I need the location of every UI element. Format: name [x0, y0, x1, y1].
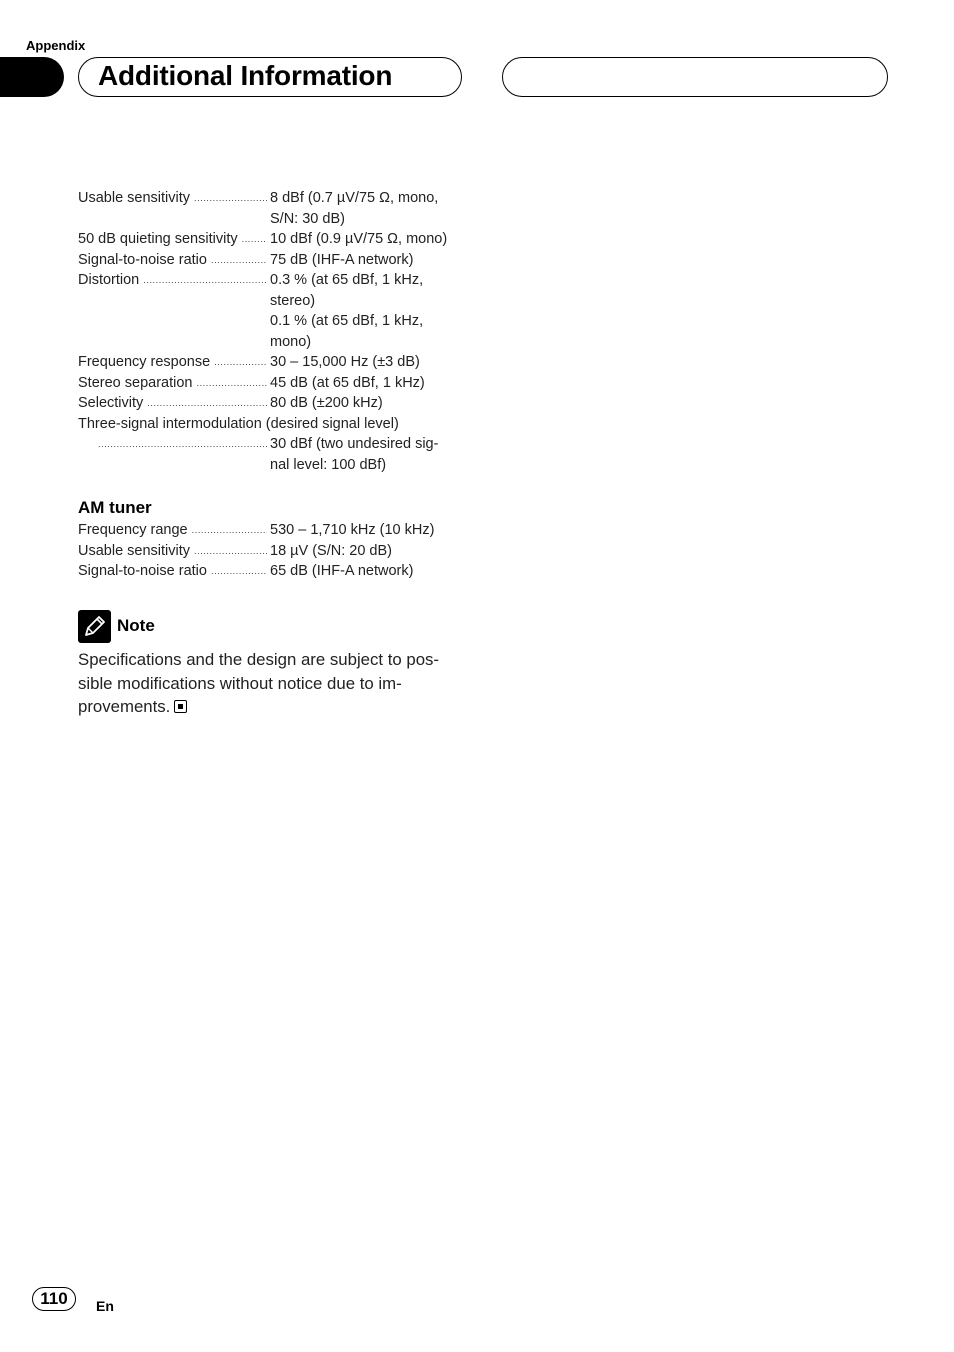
spec-value: 0.3 % (at 65 dBf, 1 kHz,	[270, 272, 424, 288]
spec-value: 0.1 % (at 65 dBf, 1 kHz,	[270, 313, 424, 329]
note-line: Specifications and the design are subject to pos-	[78, 650, 440, 669]
note-text	[78, 648, 463, 719]
leader-dots	[211, 561, 267, 582]
spec-label: Stereo separation	[78, 374, 193, 391]
spec-row	[78, 270, 458, 352]
page-title: Additional Information	[98, 60, 393, 91]
am-spec-list	[78, 520, 458, 582]
spec-row	[78, 250, 458, 271]
spec-value: 65 dB (IHF-A network)	[270, 563, 414, 579]
spec-label-wide: Three-signal intermodulation (desired signal level)	[78, 415, 399, 432]
spec-label: Usable sensitivity	[78, 542, 191, 559]
spec-label: Selectivity	[78, 395, 144, 411]
note-line: sible modifications without notice due to im-	[78, 673, 402, 693]
spec-label: Usable sensitivity	[78, 190, 191, 206]
leader-dots	[196, 373, 267, 394]
leader-dots	[214, 352, 267, 373]
section-label: Appendix	[26, 38, 86, 53]
spec-row	[78, 188, 458, 229]
note-line	[78, 695, 463, 719]
spec-label: Signal-to-noise ratio	[78, 563, 207, 579]
leader-dots	[211, 250, 267, 271]
spec-value: 30 dBf (two undesired sig-	[270, 436, 439, 452]
spec-value: stereo)	[270, 292, 316, 309]
spec-row	[78, 229, 458, 250]
leader-dots	[194, 188, 267, 209]
spec-label: Frequency response	[78, 354, 211, 370]
leader-dots	[147, 393, 267, 414]
leader-dots	[194, 541, 267, 562]
spec-row	[78, 561, 458, 582]
spec-value: 530 – 1,710 kHz (10 kHz)	[270, 522, 435, 538]
leader-dots	[98, 434, 267, 475]
am-tuner-heading: AM tuner	[78, 498, 152, 517]
language-code: En	[96, 1298, 114, 1314]
pencil-note-icon	[78, 610, 111, 643]
fm-spec-list	[78, 188, 458, 475]
note-line-text: provements.	[78, 697, 171, 716]
spec-value: mono)	[270, 333, 312, 350]
spec-value: 30 – 15,000 Hz (±3 dB)	[270, 354, 420, 370]
spec-label: 50 dB quieting sensitivity	[78, 231, 238, 247]
spec-value: 45 dB (at 65 dBf, 1 kHz)	[270, 374, 425, 391]
spec-row	[78, 352, 458, 373]
spec-value: nal level: 100 dBf)	[270, 456, 387, 473]
spec-row	[78, 434, 458, 475]
spec-label: Distortion	[78, 272, 140, 288]
spec-value: 10 dBf (0.9 µV/75 Ω, mono)	[270, 231, 448, 247]
leader-dots	[192, 520, 267, 541]
spec-value: 80 dB (±200 kHz)	[270, 395, 383, 411]
spec-row	[78, 520, 458, 541]
leader-dots	[242, 229, 267, 250]
spec-label: Frequency range	[78, 522, 188, 538]
note-label: Note	[117, 616, 155, 635]
spec-row	[78, 393, 458, 414]
spec-value: S/N: 30 dB)	[270, 210, 345, 227]
spec-value: 8 dBf (0.7 µV/75 Ω, mono,	[270, 190, 439, 206]
section-tab-marker	[0, 57, 64, 97]
end-of-section-icon	[174, 700, 187, 713]
right-header-frame	[502, 57, 888, 97]
page-number: 110	[32, 1287, 76, 1311]
spec-value: 18 µV (S/N: 20 dB)	[270, 542, 392, 559]
leader-dots	[143, 270, 267, 291]
spec-row	[78, 373, 458, 394]
spec-value: 75 dB (IHF-A network)	[270, 251, 414, 268]
spec-label: Signal-to-noise ratio	[78, 251, 207, 268]
spec-row	[78, 541, 458, 562]
